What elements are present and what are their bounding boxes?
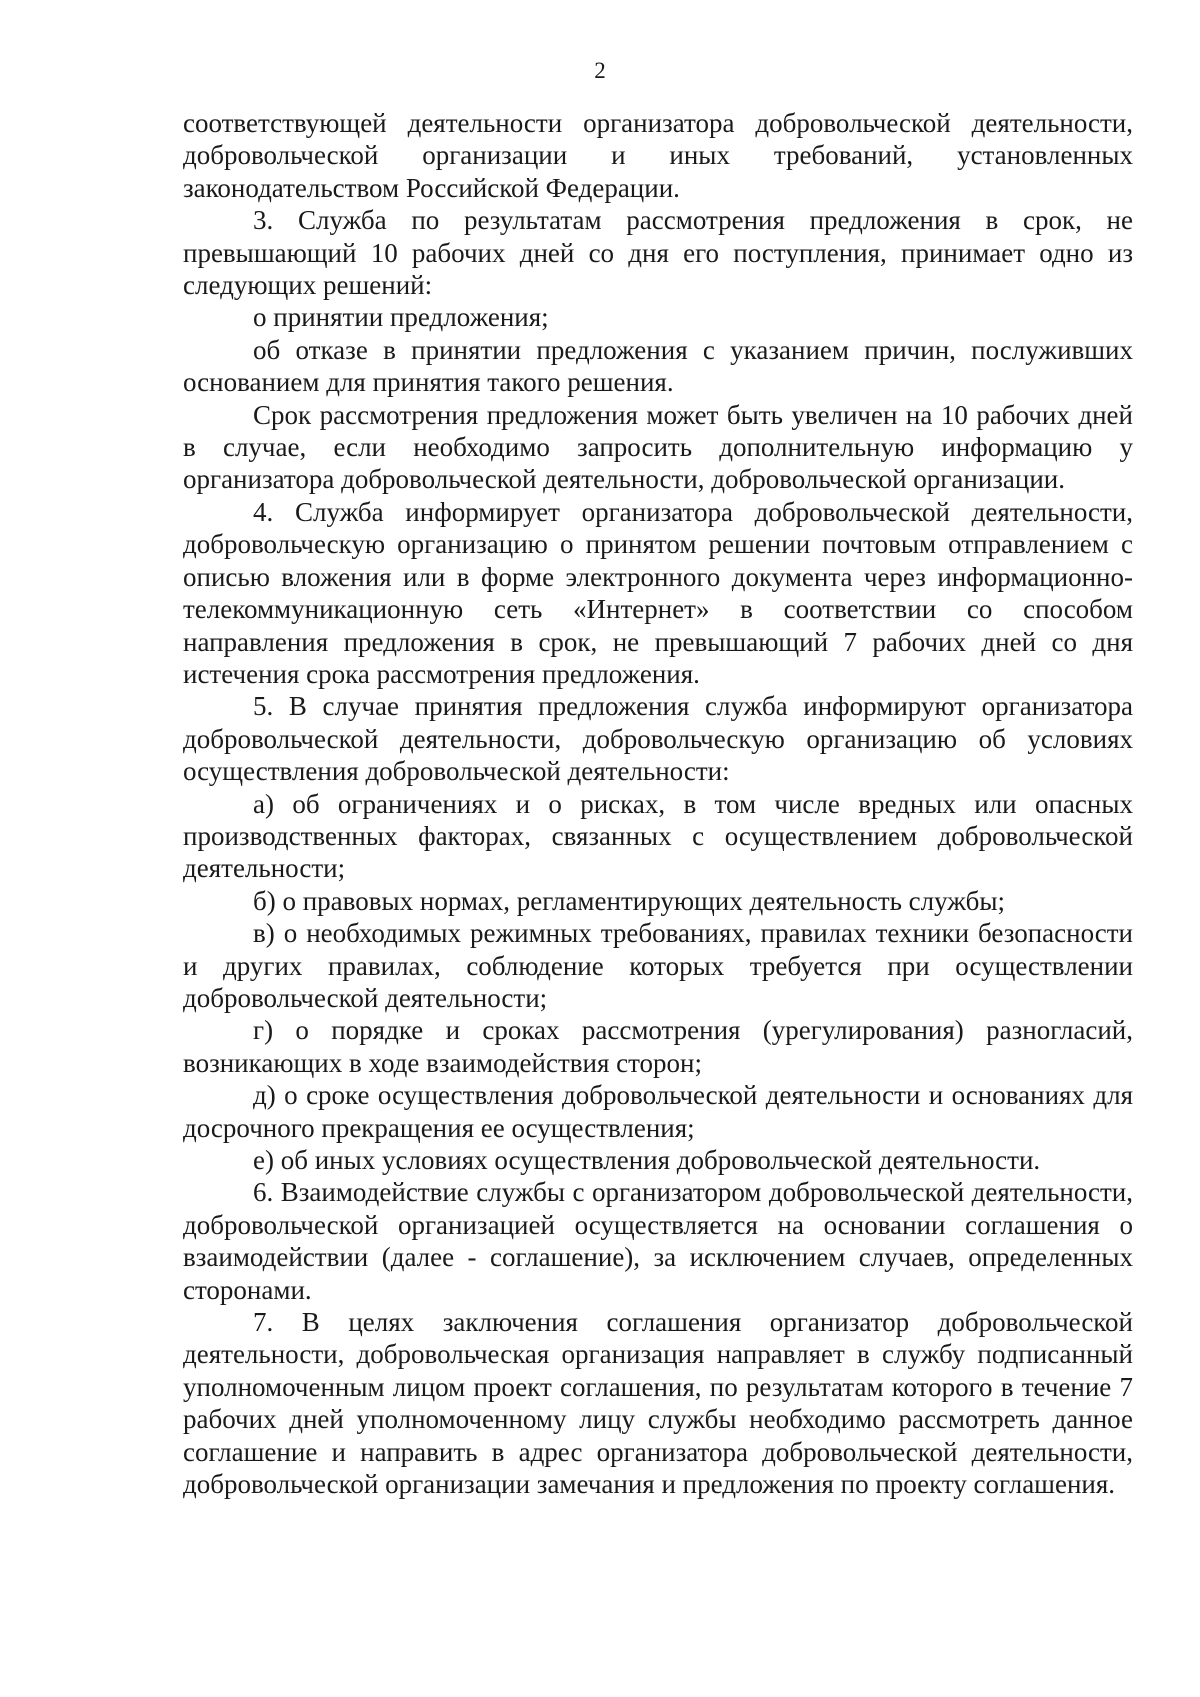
paragraph-continuation: соответствующей деятельности организатора добровольческой деятельности, добровольческой организации и иных требований, установленных законодательством Российской Федерации. bbox=[183, 108, 1133, 203]
document-body bbox=[183, 107, 1133, 1500]
paragraph-clause-6: 6. Взаимодействие службы с организатором добровольческой деятельности, добровольческой организацией осуществляется на основании соглашения о взаимодействии (далее - соглашение), за исключением случаев, определенных сторонами. bbox=[183, 1177, 1133, 1305]
paragraph-item-a: а) об ограничениях и о рисках, в том числе вредных или опасных производственных факторах, связанных с осуществлением добровольческой деятельности; bbox=[183, 788, 1133, 884]
paragraph-item-e: е) об иных условиях осуществления добровольческой деятельности. bbox=[253, 1145, 1041, 1175]
paragraph-item-b: б) о правовых нормах, регламентирующих деятельность службы; bbox=[253, 885, 1005, 916]
paragraph-item-v: в) о необходимых режимных требованиях, правилах техники безопасности и других правилах, соблюдение которых требуется при осуществлении добровольческой деятельности; bbox=[183, 918, 1133, 1013]
paragraph-clause-3: 3. Служба по результатам рассмотрения предложения в срок, не превышающий 10 рабочих дней со дня его поступления, принимает одно из следующих решений: bbox=[183, 205, 1133, 301]
paragraph-clause-5: 5. В случае принятия предложения служба информируют организатора добровольческой деятельности, добровольческую организацию об условиях осуществления добровольческой деятельности: bbox=[183, 691, 1133, 787]
paragraph-decision-accept: о принятии предложения; bbox=[253, 302, 549, 333]
page-number: 2 bbox=[594, 58, 606, 83]
paragraph-decision-reject: об отказе в принятии предложения с указанием причин, послуживших основанием для принятия такого решения. bbox=[183, 334, 1133, 398]
paragraph-clause-7: 7. В целях заключения соглашения организатор добровольческой деятельности, добровольческая организация направляет в службу подписанный уполномоченным лицом проект соглашения, по результатам которого в течение 7 рабочих дней уполномоченному лицу службы необходимо рассмотреть данное соглашение и направить в адрес организатора добровольческой деятельности, добровольческой организации замечания и предложения по проекту соглашения. bbox=[183, 1307, 1133, 1500]
paragraph-item-d: д) о сроке осуществления добровольческой деятельности и основаниях для досрочного прекращения ее осуществления; bbox=[183, 1080, 1133, 1143]
paragraph-clause-4: 4. Служба информирует организатора добровольческой деятельности, добровольческую организацию о принятом решении почтовым отправлением с описью вложения или в форме электронного документа через информационно-телекоммуникационную сеть «Интернет» в соответствии со способом направления предложения в срок, не превышающий 7 рабочих дней со дня истечения срока рассмотрения предложения. bbox=[183, 496, 1133, 689]
paragraph-review-extension: Срок рассмотрения предложения может быть увеличен на 10 рабочих дней в случае, если необходимо запросить дополнительную информацию у организатора добровольческой деятельности, добровольческой организации. bbox=[183, 399, 1133, 495]
paragraph-item-g: г) о порядке и сроках рассмотрения (урегулирования) разногласий, возникающих в ходе взаимодействия сторон; bbox=[183, 1015, 1133, 1078]
